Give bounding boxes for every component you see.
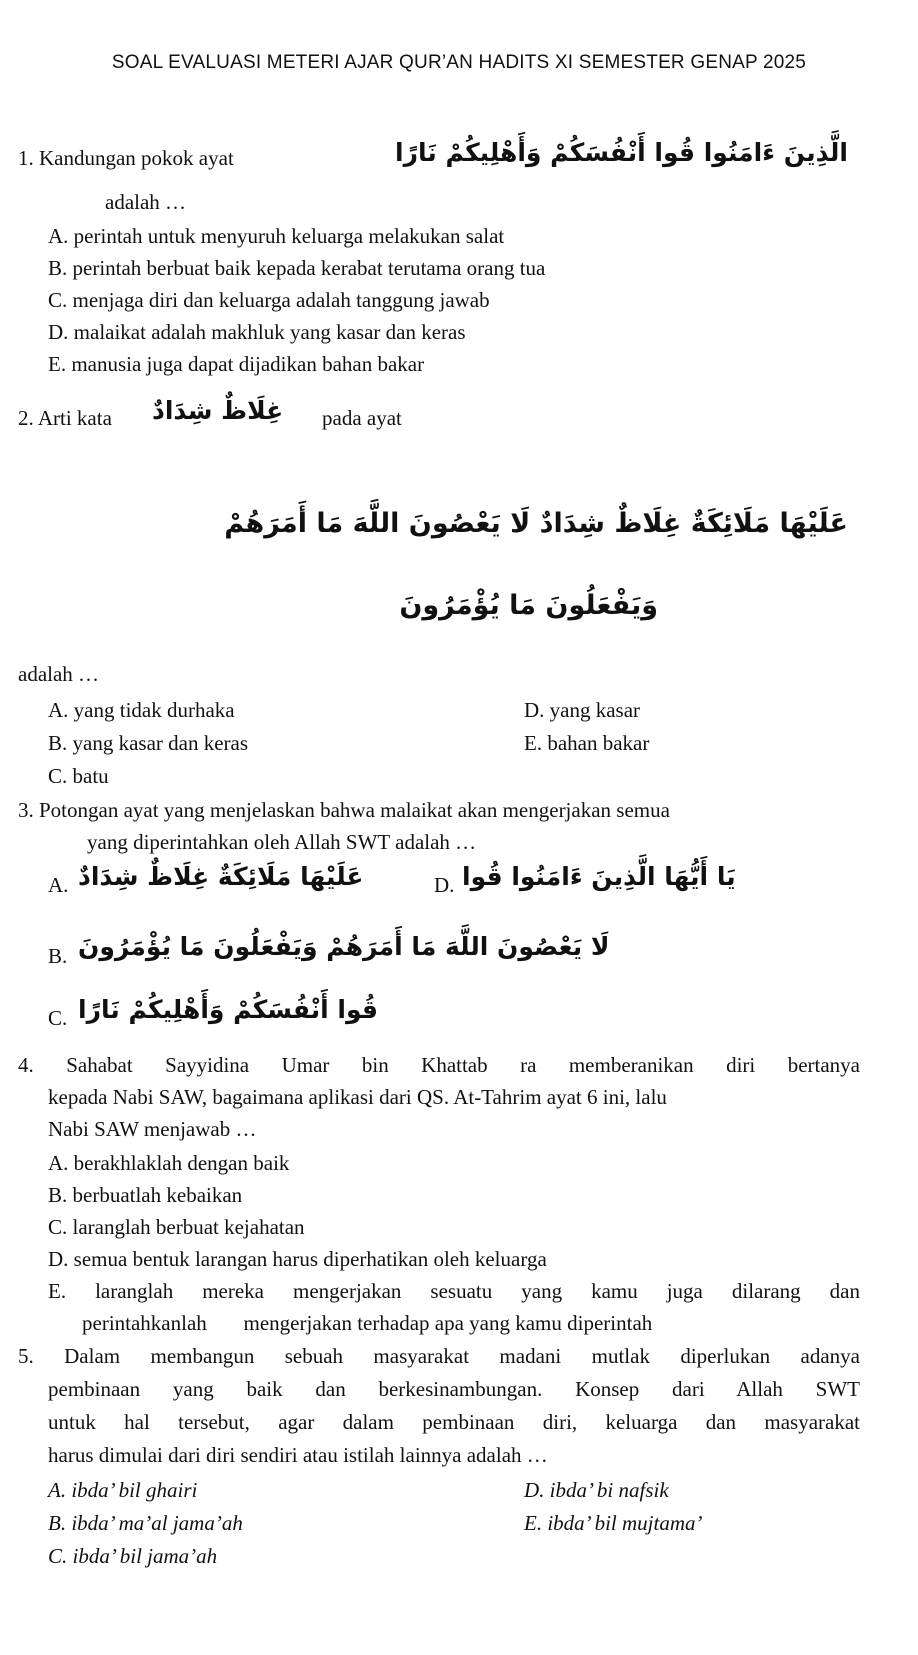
- q4-option-b[interactable]: B. berbuatlah kebaikan: [48, 1183, 243, 1207]
- q2-prefix: 2. Arti kata: [18, 406, 112, 430]
- q3-option-b-arabic[interactable]: لَا يَعْصُونَ اللَّهَ مَا أَمَرَهُمْ وَيَفْعَلُونَ مَا يُؤْمَرُونَ: [78, 932, 610, 961]
- q1-option-a[interactable]: A. perintah untuk menyuruh keluarga melakukan salat: [48, 224, 505, 248]
- q2-verse-line-1: عَلَيْهَا مَلَائِكَةٌ غِلَاظٌ شِدَادٌ لَا يَعْصُونَ اللَّهَ مَا أَمَرَهُمْ: [224, 508, 848, 539]
- q2-option-e[interactable]: E. bahan bakar: [524, 731, 650, 755]
- q2-tail: adalah …: [18, 662, 100, 686]
- q1-prefix: 1. Kandungan pokok ayat: [18, 146, 234, 170]
- q4-line-3: Nabi SAW menjawab …: [48, 1117, 257, 1141]
- q2-suffix: pada ayat: [322, 406, 402, 430]
- document-title: SOAL EVALUASI METERI AJAR QUR’AN HADITS XI SEMESTER GENAP 2025: [111, 52, 807, 73]
- q3-option-a-arabic[interactable]: عَلَيْهَا مَلَائِكَةٌ غِلَاظٌ شِدَادٌ: [78, 862, 364, 891]
- q4-line-2: kepada Nabi SAW, bagaimana aplikasi dari QS. At-Tahrim ayat 6 ini, lalu: [48, 1085, 667, 1109]
- q1-option-c[interactable]: C. menjaga diri dan keluarga adalah tanggung jawab: [48, 288, 490, 312]
- q5-line-2: pembinaan yang baik dan berkesinambungan. Konsep dari Allah SWT: [48, 1377, 860, 1401]
- q3-option-a-label[interactable]: A.: [48, 873, 69, 897]
- q5-option-a[interactable]: A. ibda’ bil ghairi: [48, 1478, 198, 1502]
- q2-option-d[interactable]: D. yang kasar: [524, 698, 641, 722]
- q5-line-4: harus dimulai dari diri sendiri atau istilah lainnya adalah …: [48, 1443, 548, 1467]
- q4-option-d[interactable]: D. semua bentuk larangan harus diperhatikan oleh keluarga: [48, 1247, 547, 1271]
- q2-option-b[interactable]: B. yang kasar dan keras: [48, 731, 249, 755]
- q2-arabic-word: غِلَاظٌ شِدَادٌ: [152, 396, 284, 425]
- q1-option-b[interactable]: B. perintah berbuat baik kepada kerabat terutama orang tua: [48, 256, 546, 280]
- q2-verse-line-2: وَيَفْعَلُونَ مَا يُؤْمَرُونَ: [399, 590, 658, 621]
- q3-option-c-arabic[interactable]: قُوا أَنْفُسَكُمْ وَأَهْلِيكُمْ نَارًا: [78, 995, 378, 1024]
- q3-line-2: yang diperintahkan oleh Allah SWT adalah …: [87, 830, 477, 854]
- q5-option-d[interactable]: D. ibda’ bi nafsik: [524, 1478, 669, 1502]
- q1-tail: adalah …: [105, 190, 187, 214]
- q1-option-e[interactable]: E. manusia juga dapat dijadikan bahan bakar: [48, 352, 425, 376]
- q4-option-e-line-1[interactable]: E. laranglah mereka mengerjakan sesuatu yang kamu juga dilarang dan: [48, 1279, 860, 1303]
- q5-option-e[interactable]: E. ibda’ bil mujtama’: [524, 1511, 703, 1535]
- q4-option-e-line-2[interactable]: perintahkanlah mengerjakan terhadap apa yang kamu diperintah: [82, 1311, 653, 1335]
- q5-option-c[interactable]: C. ibda’ bil jama’ah: [48, 1544, 218, 1568]
- q2-option-c[interactable]: C. batu: [48, 764, 109, 788]
- q4-option-a[interactable]: A. berakhlaklah dengan baik: [48, 1151, 290, 1175]
- q3-option-d-label[interactable]: D.: [434, 873, 455, 897]
- q3-option-b-label[interactable]: B.: [48, 944, 68, 968]
- q3-option-d-arabic[interactable]: يَا أَيُّهَا الَّذِينَ ءَامَنُوا قُوا: [462, 862, 736, 891]
- q4-line-1: 4. Sahabat Sayyidina Umar bin Khattab ra memberanikan diri bertanya: [18, 1053, 860, 1077]
- q2-option-a[interactable]: A. yang tidak durhaka: [48, 698, 235, 722]
- q1-arabic-verse: الَّذِينَ ءَامَنُوا قُوا أَنْفُسَكُمْ وَأَهْلِيكُمْ نَارًا: [395, 138, 848, 167]
- q4-option-c[interactable]: C. laranglah berbuat kejahatan: [48, 1215, 305, 1239]
- q5-line-3: untuk hal tersebut, agar dalam pembinaan diri, keluarga dan masyarakat: [48, 1410, 860, 1434]
- q3-option-c-label[interactable]: C.: [48, 1006, 68, 1030]
- q3-line-1: 3. Potongan ayat yang menjelaskan bahwa malaikat akan mengerjakan semua: [18, 798, 670, 822]
- q5-option-b[interactable]: B. ibda’ ma’al jama’ah: [48, 1511, 243, 1535]
- q5-line-1: 5. Dalam membangun sebuah masyarakat madani mutlak diperlukan adanya: [18, 1344, 860, 1368]
- q1-option-d[interactable]: D. malaikat adalah makhluk yang kasar dan keras: [48, 320, 466, 344]
